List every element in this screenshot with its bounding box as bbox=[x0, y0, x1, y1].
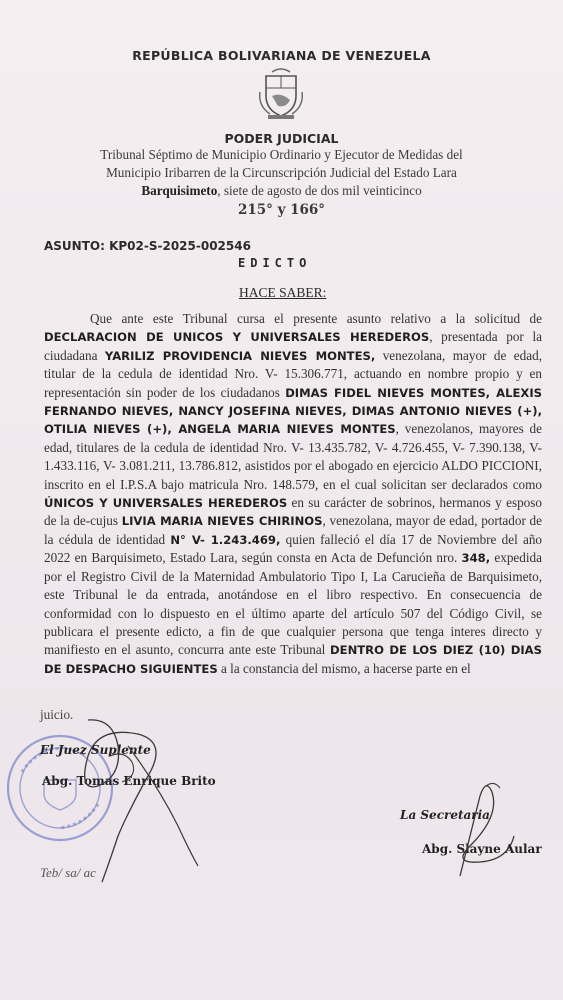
body-bold: 348, bbox=[461, 551, 491, 566]
judge-signature-icon bbox=[58, 716, 208, 886]
typist-initials: Teb/ sa/ ac bbox=[40, 865, 96, 880]
secretary-name: Abg. Slayne Aular bbox=[422, 842, 542, 856]
body-text: expedida por el Registro Civil de la Maternidad Ambulatorio Tipo I, La Carucieña de Barquisimeto, este Tribunal le da entrada, anotándose en el libro respectivo. En consecuencia de conformidad con lo dispuesto en el último aparte del artículo 507 del Código Civil, se publicara el presente edicto, a fin de que cualquier persona que tenga interes directo y manifiesto en el asunto, concurra ante este Tribunal bbox=[44, 550, 542, 658]
body-last-line: juicio. bbox=[40, 707, 74, 722]
country-header: REPÚBLICA BOLIVARIANA DE VENEZUELA bbox=[132, 48, 431, 63]
judge-name: Abg. Tomas Enrique Brito bbox=[42, 774, 216, 788]
body-bold: YARILIZ PROVIDENCIA NIEVES MONTES, bbox=[104, 348, 376, 363]
date-text: , siete de agosto de dos mil veinticinco bbox=[217, 183, 422, 198]
secretary-title: La Secretaria bbox=[400, 808, 490, 822]
body-text: quien falleció el día 17 de Noviembre del año 2022 en Barquisimeto, Estado Lara, según consta en Acta de Defunción nro. bbox=[44, 531, 543, 566]
city: Barquisimeto bbox=[141, 183, 218, 198]
judge-title: El Juez Suplente bbox=[40, 743, 151, 757]
body-text: en su carácter de sobrinos, hermanos y esposo de la de-cujus bbox=[44, 495, 542, 529]
body-text: , venezolanos, mayores de edad, titulares de la cedula de identidad Nro. V- 13.435.782, V- 4.726.455, V- 7.390.138, V- 1.433.116, V- 3.081.211, 13.786.812, asistidos por el abogado en ejercicio ALDO PICCIONI, inscrito en el I.P.S.A bajo matricula Nro. 148.579, en el cual solicitan ser declarados como bbox=[44, 421, 542, 492]
body-text: Que ante este Tribunal cursa el presente asunto relativo a la solicitud de bbox=[90, 311, 542, 326]
body-text: , presentada por la ciudadana bbox=[44, 329, 542, 363]
tribunal-line-2: Municipio Iribarren de la Circunscripción Judicial del Estado Lara bbox=[106, 165, 457, 180]
tribunal-line-1: Tribunal Séptimo de Municipio Ordinario y Ejecutor de Medidas del bbox=[100, 147, 463, 162]
body-bold: DENTRO DE LOS DIEZ (10) DIAS DE DESPACHO SIGUIENTES bbox=[44, 643, 542, 676]
date-line bbox=[0, 183, 563, 199]
body-bold: DIMAS FIDEL NIEVES MONTES, ALEXIS FERNANDO NIEVES, NANCY JOSEFINA NIEVES, DIMAS ANTONIO NIEVES (+), OTILIA NIEVES (+), ANGELA MARIA NIEVES MONTES bbox=[44, 385, 542, 437]
body-text: a la constancia del mismo, a hacerse parte en el bbox=[217, 660, 471, 676]
document-type: EDICTO bbox=[238, 256, 312, 270]
body-bold: LIVIA MARIA NIEVES CHIRINOS bbox=[121, 514, 323, 529]
case-number: ASUNTO: KP02-S-2025-002546 bbox=[44, 239, 251, 253]
hace-saber-heading: HACE SABER: bbox=[239, 285, 327, 300]
body-text: venezolana, mayor de edad, titular de la cedula de identidad Nro. V- 15.306.771, actuando en nombre propio y en representación sin poder de los ciudadanos bbox=[44, 347, 542, 400]
coat-of-arms-icon bbox=[256, 66, 306, 120]
branch-title: PODER JUDICIAL bbox=[224, 131, 339, 146]
years-line: 215° y 166° bbox=[237, 202, 326, 218]
body-bold: N° V- 1.243.469, bbox=[170, 532, 281, 547]
body-bold: DECLARACION DE UNICOS Y UNIVERSALES HEREDEROS bbox=[44, 330, 430, 345]
body-bold: ÚNICOS Y UNIVERSALES HEREDEROS bbox=[44, 496, 288, 511]
edict-body bbox=[44, 310, 542, 678]
secretary-signature-icon bbox=[430, 776, 530, 886]
body-text: , venezolana, mayor de edad, portador de la cédula de identidad bbox=[44, 513, 542, 547]
